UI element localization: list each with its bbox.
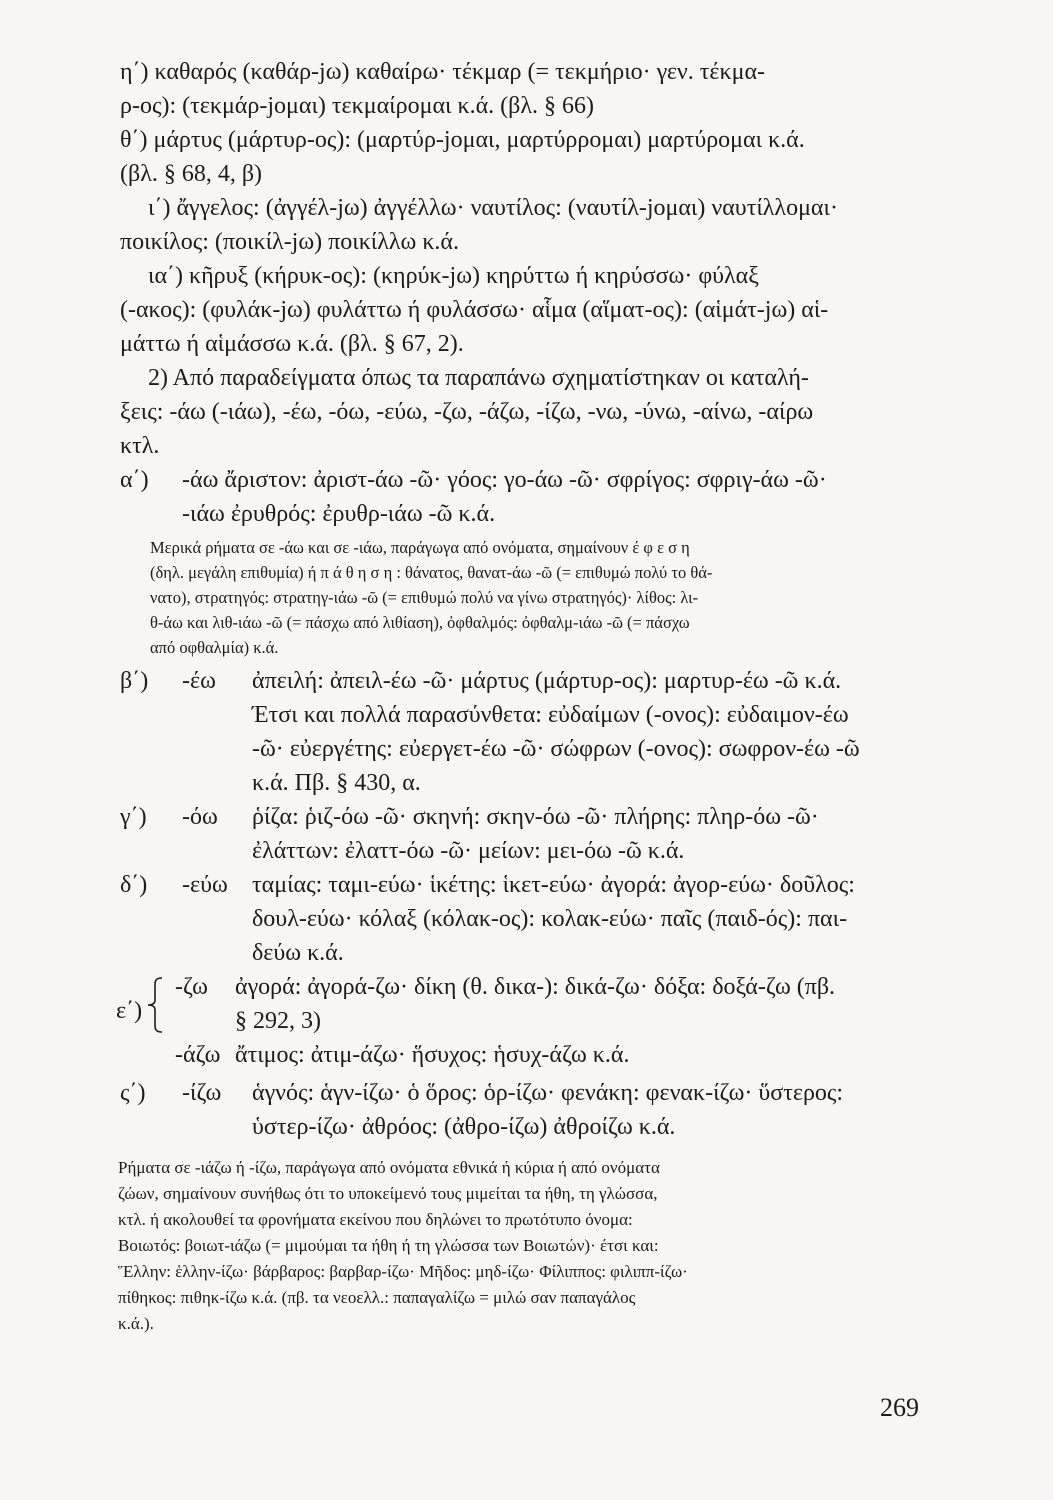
note-line: ζώων, σημαίνουν συνήθως ότι το υποκείμενό τους μιμείται τα ήθη, τη γλώσσα, (118, 1184, 658, 1203)
item-suffix: -ίζω (182, 1080, 222, 1106)
note-line: Βοιωτός: βοιωτ-ιάζω (= μιμούμαι τα ήθη ή τη γλώσσα των Βοιωτών)· έτσι και: (118, 1236, 659, 1255)
text-line: ια΄) κῆρυξ (κήρυκ-ος): (κηρύκ-jω) κηρύττω ή κηρύσσω· φύλαξ (148, 263, 759, 289)
text-line: (-ακος): (φυλάκ-jω) φυλάττω ή φυλάσσω· αἷμα (αἵματ-ος): (αἱμάτ-jω) αἱ- (120, 297, 829, 323)
item-label: α΄) (120, 467, 149, 493)
sub-item-azo (175, 1038, 940, 1072)
text-line: θ΄) μάρτυς (μάρτυρ-ος): (μαρτύρ-jομαι, μαρτύρρομαι) μαρτύρομαι κ.ά. (120, 127, 805, 153)
text-line: ρ-ος): (τεκμάρ-jομαι) τεκμαίρομαι κ.ά. (βλ. § 66) (120, 93, 594, 119)
text-line: ἐλάττων: ἐλαττ-όω -ῶ· μείων: μει-όω -ῶ κ.ά. (252, 838, 685, 864)
text-line: 2) Από παραδείγματα όπως τα παραπάνω σχηματίστηκαν οι καταλή- (148, 365, 809, 391)
text-line: μάττω ή αἱμάσσω κ.ά. (βλ. § 67, 2). (120, 331, 464, 357)
note-2 (118, 1155, 933, 1337)
text-line: ἁγνός: ἁγν-ίζω· ὁ ὅρος: ὁρ-ίζω· φενάκη: φενακ-ίζω· ὕστερος: (252, 1080, 844, 1106)
text-line: ι΄) ἄγγελος: (ἀγγέλ-jω) ἀγγέλλω· ναυτίλος: (ναυτίλ-jομαι) ναυτίλλομαι· (148, 195, 838, 221)
note-line: (δηλ. μεγάλη επιθυμία) ή π ά θ η σ η : θάνατος, θανατ-άω -ῶ (= επιθυμώ πολύ το θά- (150, 563, 713, 582)
text-line: κ.ά. Πβ. § 430, α. (252, 770, 421, 796)
text-line: ἀπειλή: ἀπειλ-έω -ῶ· μάρτυς (μάρτυρ-ος): μαρτυρ-έω -ῶ κ.ά. (252, 668, 842, 694)
curly-brace-icon (146, 976, 164, 1034)
text-line: δεύω κ.ά. (252, 940, 344, 966)
text-line: δουλ-εύω· κόλαξ (κόλακ-ος): κολακ-εύω· παῖς (παιδ-ός): παι- (252, 906, 848, 932)
text-line: Έτσι και πολλά παρασύνθετα: εὐδαίμων (-ονος): εὐδαιμον-έω (252, 702, 849, 728)
note-line: από οφθαλμία) κ.ά. (150, 638, 279, 657)
note-line: πίθηκος: πιθηκ-ίζω κ.ά. (πβ. τα νεοελλ.: παπαγαλίζω = μιλώ σαν παπαγάλος (118, 1288, 636, 1307)
item-gamma (120, 800, 940, 868)
text-line: ποικίλος: (ποικίλ-jω) ποικίλλω κ.ά. (120, 229, 459, 255)
note-line: Ρήματα σε -ιάζω ή -ίζω, παράγωγα από ονόματα εθνικά ή κύρια ή από ονόματα (118, 1158, 660, 1177)
text-line: ῥίζα: ῥιζ-όω -ῶ· σκηνή: σκην-όω -ῶ· πλήρης: πληρ-όω -ῶ· (252, 804, 819, 830)
main-text (116, 55, 940, 1144)
item-alpha (120, 463, 940, 531)
item-suffix: -έω (182, 668, 216, 694)
item-label: ε΄) (116, 998, 143, 1024)
item-label: γ΄) (120, 804, 147, 830)
item-label: β΄) (120, 668, 149, 694)
item-suffix: -όω (182, 804, 218, 830)
item-stigma (120, 1076, 940, 1144)
note-1 (150, 535, 940, 660)
text-line: κτλ. (120, 433, 160, 459)
text-line: ξεις: -άω (-ιάω), -έω, -όω, -εύω, -ζω, -άζω, -ίζω, -νω, -ύνω, -αίνω, -αίρω (120, 399, 814, 425)
paragraph-2 (120, 361, 940, 463)
item-label: ς΄) (120, 1080, 146, 1106)
item-label: δ΄) (120, 872, 148, 898)
section-theta (120, 123, 940, 191)
section-iota (120, 191, 940, 259)
text-line: ἄτιμος: ἀτιμ-άζω· ἥσυχος: ἡσυχ-άζω κ.ά. (235, 1042, 630, 1068)
text-line: ταμίας: ταμι-εύω· ἱκέτης: ἱκετ-εύω· ἀγορά: ἀγορ-εύω· δοῦλος: (252, 872, 855, 898)
note-line: Μερικά ρήματα σε -άω και σε -ιάω, παράγωγα από ονόματα, σημαίνουν έ φ ε σ η (150, 538, 690, 557)
text-line: § 292, 3) (235, 1008, 321, 1034)
item-delta (120, 868, 940, 970)
section-iota-alpha (120, 259, 940, 361)
note-line: νατο), στρατηγός: στρατηγ-ιάω -ῶ (= επιθυμώ πολύ να γίνω στρατηγός)· λίθος: λι- (150, 588, 699, 607)
text-line: η΄) καθαρός (καθάρ-jω) καθαίρω· τέκμαρ (= τεκμήριο· γεν. τέκμα- (120, 59, 766, 85)
item-suffix: -άζω (175, 1042, 221, 1068)
text-line: -άω ἄριστον: ἀριστ-άω -ῶ· γόος: γο-άω -ῶ· σφρίγος: σφριγ-άω -ῶ· (182, 467, 827, 493)
text-line: -ῶ· εὐεργέτης: εὐεργετ-έω -ῶ· σώφρων (-ονος): σωφρον-έω -ῶ (252, 736, 860, 762)
page-number: 269 (880, 1393, 919, 1422)
text-line: -ιάω ἐρυθρός: ἐρυθρ-ιάω -ῶ κ.ά. (182, 501, 496, 527)
item-suffix: -ζω (175, 974, 208, 1000)
text-line: ὑστερ-ίζω· ἀθρόος: (ἀθρο-ίζω) ἀθροίζω κ.ά. (252, 1114, 676, 1140)
note-line: Ἕλλην: ἑλλην-ίζω· βάρβαρος: βαρβαρ-ίζω· Μῆδος: μηδ-ίζω· Φίλιππος: φιλιππ-ίζω· (118, 1262, 688, 1281)
item-epsilon (116, 970, 940, 1072)
note-line: θ-άω και λιθ-ιάω -ῶ (= πάσχω από λιθίαση), ὀφθαλμός: ὀφθαλμ-ιάω -ῶ (= πάσχω (150, 613, 690, 632)
note-line: κτλ. ή ακολουθεί τα φρονήματα εκείνου που δηλώνει το πρωτότυπο όνομα: (118, 1210, 633, 1229)
note-line: κ.ά.). (118, 1314, 154, 1333)
section-eta (120, 55, 940, 123)
item-beta (120, 664, 940, 800)
text-line: (βλ. § 68, 4, β) (120, 161, 263, 187)
text-line: ἀγορά: ἀγορά-ζω· δίκη (θ. δικα-): δικά-ζω· δόξα: δοξά-ζω (πβ. (235, 974, 836, 1000)
item-suffix: -εύω (182, 872, 228, 898)
sub-item-zo (175, 970, 940, 1038)
